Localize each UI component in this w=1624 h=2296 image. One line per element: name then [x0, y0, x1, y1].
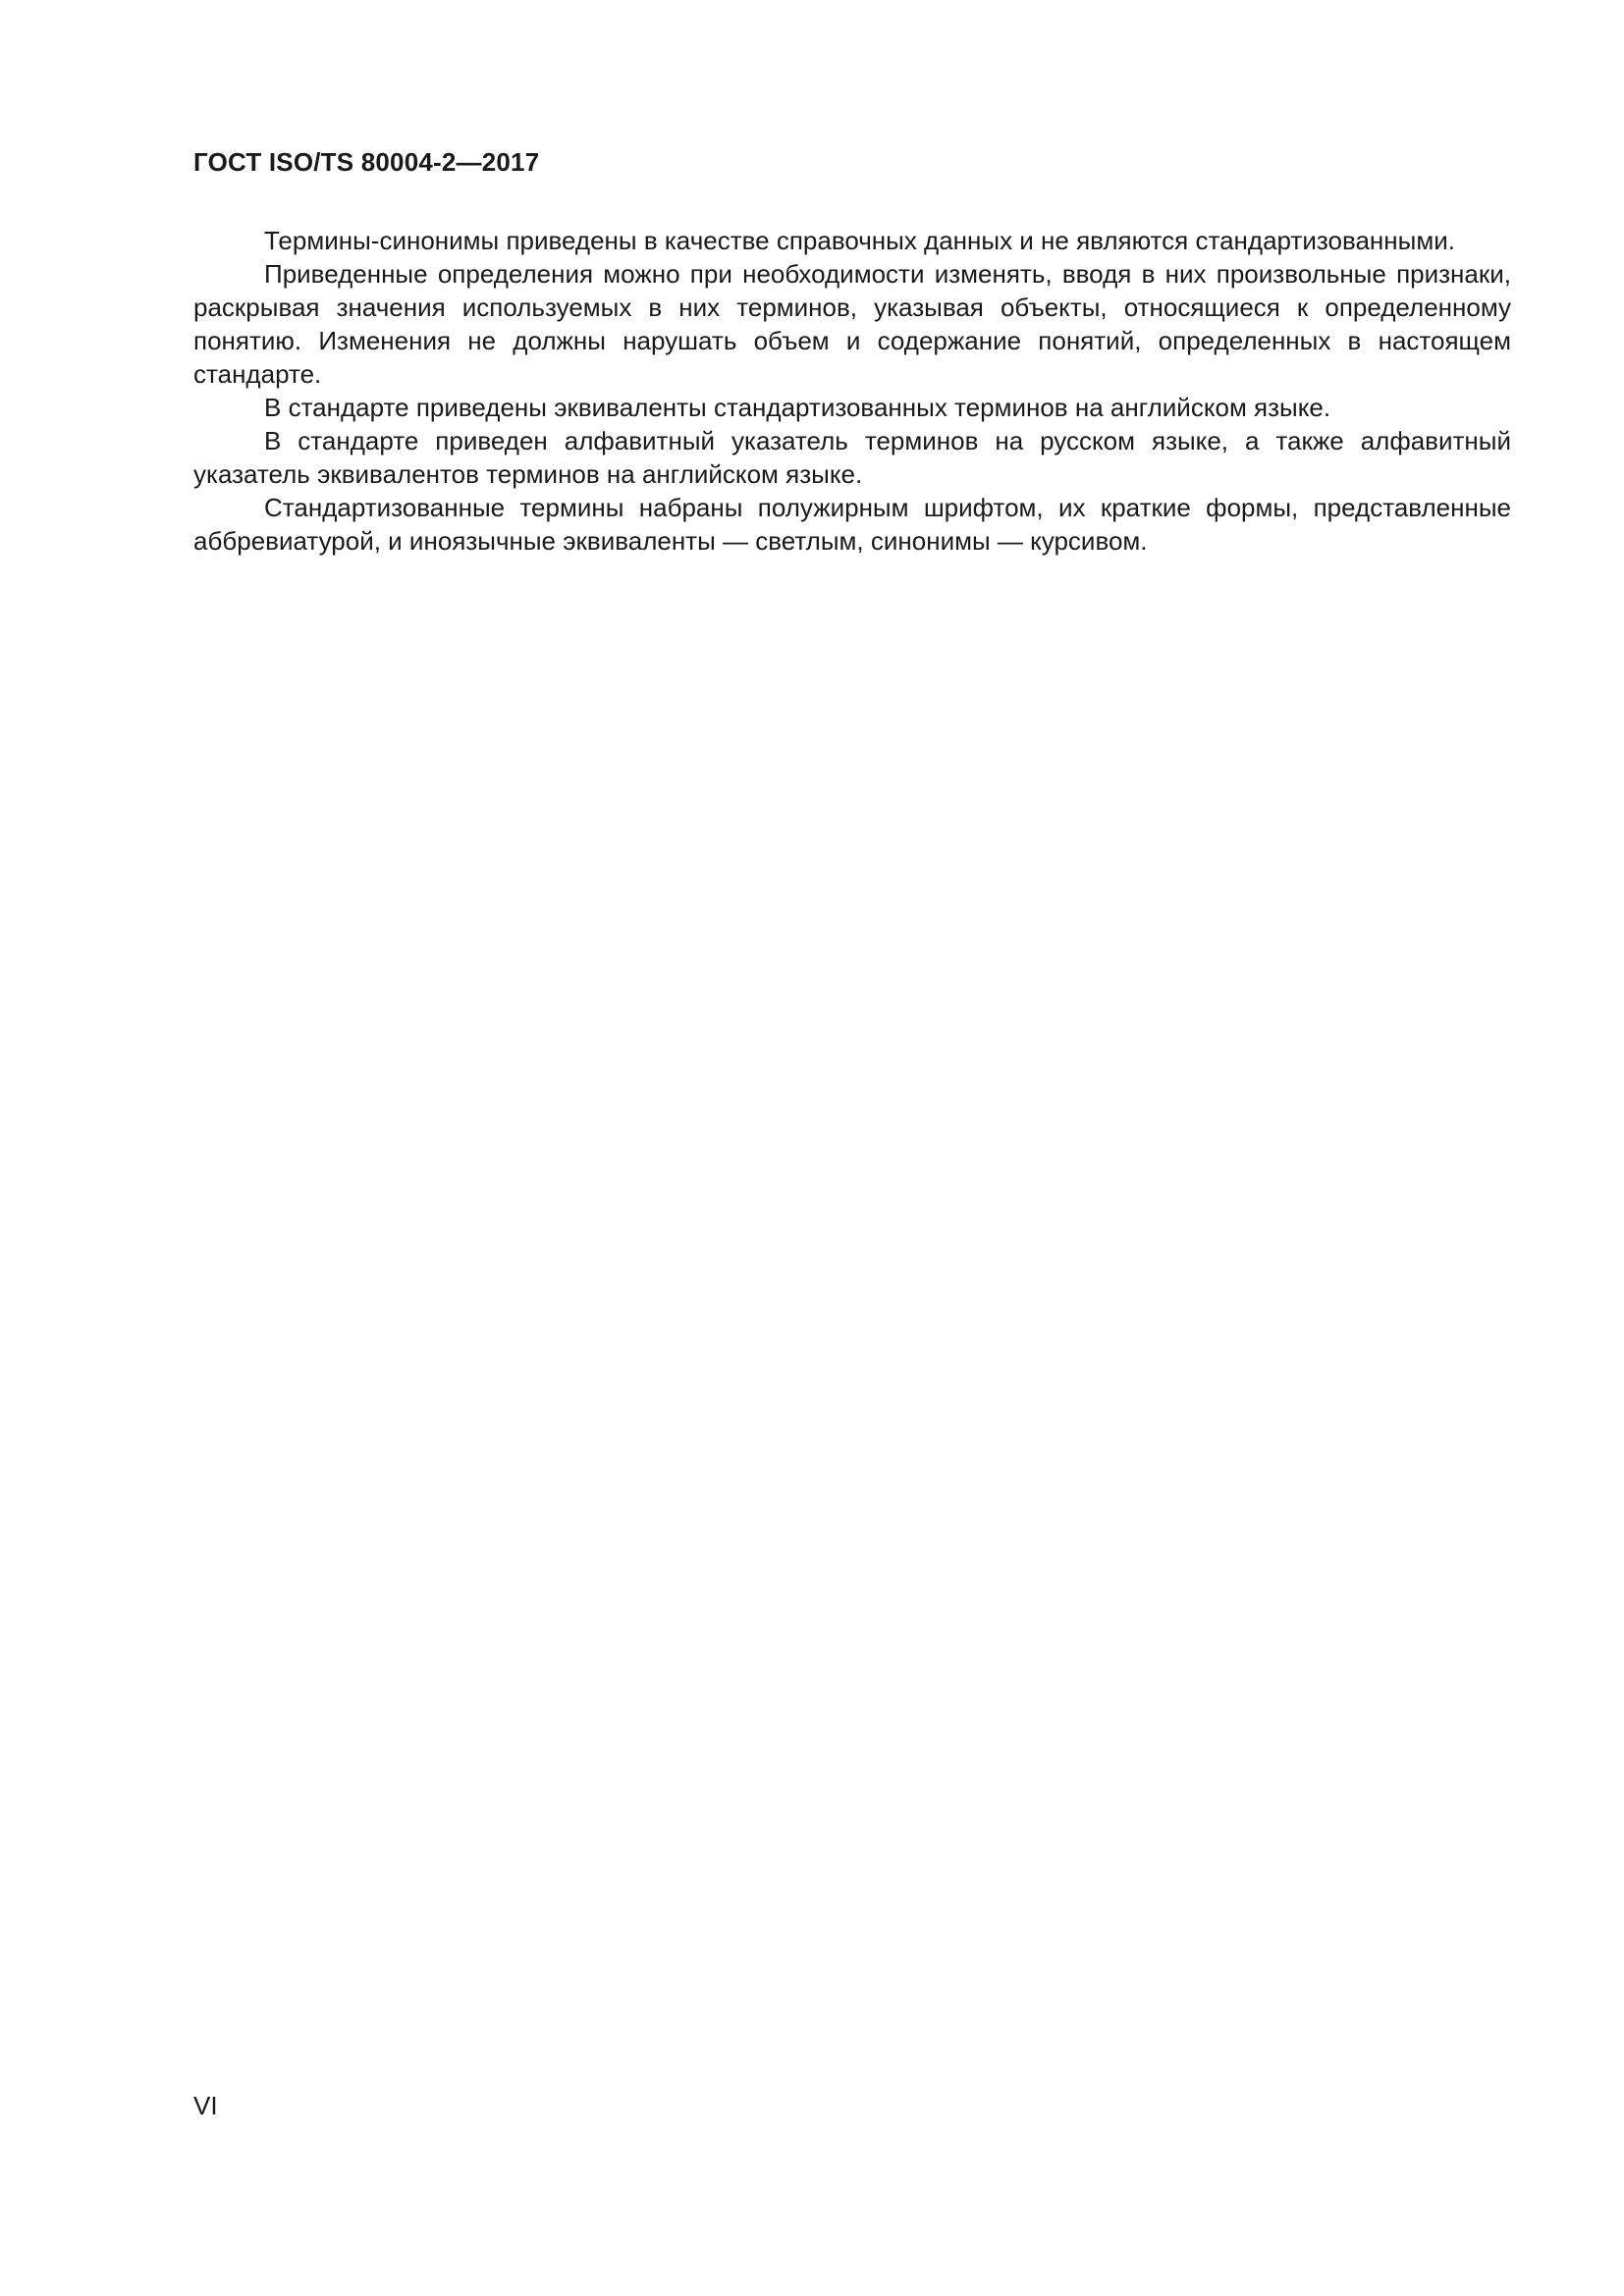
paragraph-synonyms: Термины-синонимы приведены в качестве справочных данных и не являются стандартизованными. — [264, 226, 1455, 255]
standard-header: ГОСТ ISO/TS 80004-2—2017 — [193, 147, 540, 177]
body-text — [193, 224, 1511, 558]
paragraph-alphabetical-index: В стандарте приведен алфавитный указатель терминов на русском языке, а также алфавитный указатель эквивалентов терминов на английском языке. — [193, 426, 1511, 489]
paragraph-definitions: Приведенные определения можно при необходимости изменять, вводя в них произвольные признаки, раскрывая значения используемых в них терминов, указывая объекты, относящиеся к определенному понятию. Изменения не должны нарушать объем и содержание понятий, определенных в настоящем стандарте. — [193, 259, 1511, 389]
paragraph-english-equivalents: В стандарте приведены эквиваленты стандартизованных терминов на английском языке. — [264, 393, 1331, 422]
paragraph-typography-conventions: Стандартизованные термины набраны полужирным шрифтом, их краткие формы, представленные аббревиатурой, и иноязычные эквиваленты — светлым, синонимы — курсивом. — [193, 493, 1511, 556]
page-number: VI — [193, 2091, 218, 2120]
